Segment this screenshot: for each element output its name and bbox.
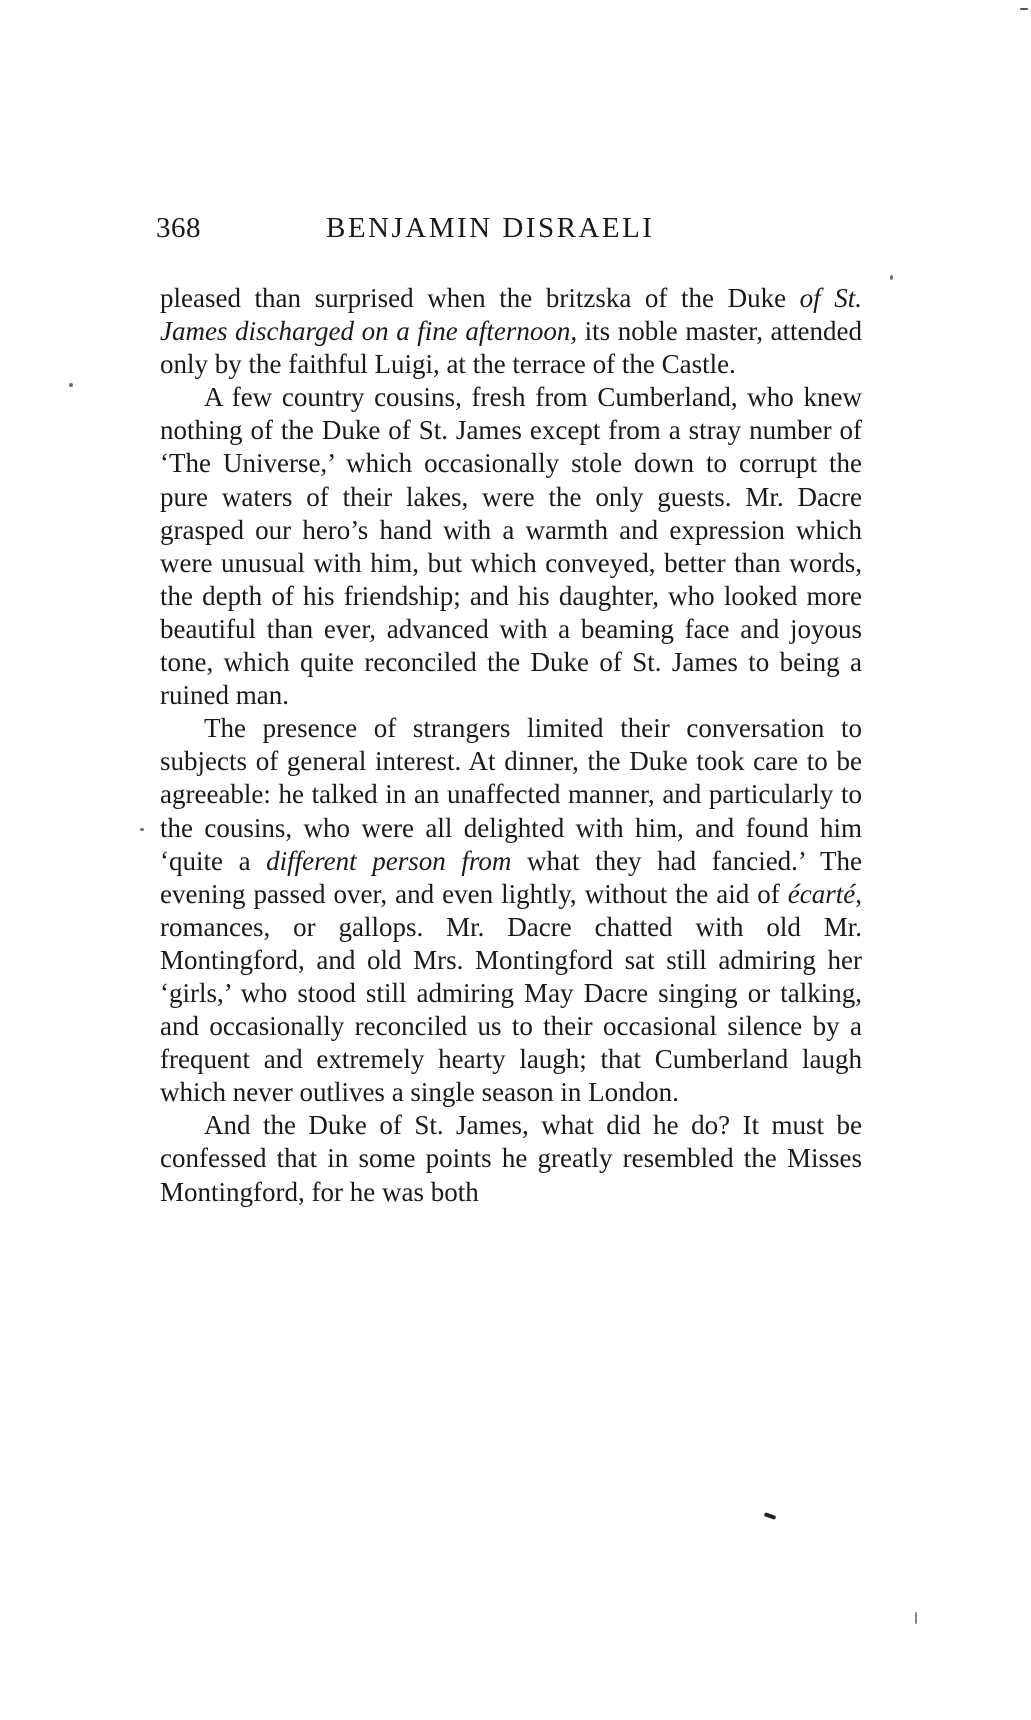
scan-speck xyxy=(1020,8,1028,10)
text-run: A few country cousins, fresh from Cumberland, who knew nothing of the Duke of St. James except from a stray number of ‘The Universe,’ which occasionally stole down to corrupt the pure waters of their lakes, were the only guests. Mr. Dacre grasped our hero’s hand with a warmth and expression which were unusual with him, but which conveyed, better than words, the depth of his friendship; and his daughter, who looked more beautiful than ever, advanced with a beaming face and joyous tone, which quite reconciled the Duke of St. James to being a ruined man. xyxy=(160,382,862,711)
running-head: BENJAMIN DISRAELI xyxy=(326,212,655,244)
text-run: The presence of strangers limited their conversation to subjects of general interest. At dinner, the Duke took care to be agreeable: he talked in an unaffected manner, and particularly to the cousins, who were all delighted with him, and found him ‘quite a xyxy=(160,713,862,876)
scan-speck xyxy=(915,1612,917,1624)
page-header xyxy=(156,212,716,260)
paragraph xyxy=(160,712,862,1109)
paragraph xyxy=(160,1109,862,1208)
italic-run: écarté xyxy=(787,878,856,909)
text-run: , romances, or gallops. Mr. Dacre chatted with old Mr. Montingford, and old Mrs. Montingford sat still admiring her ‘girls,’ who stood still admiring May Dacre singing or talking, and occasionally reconciled us to their occasional silence by a frequent and extremely hearty laugh; that Cumberland laugh which never outlives a single season in London. xyxy=(160,878,862,1108)
italic-run: different person from xyxy=(266,845,512,876)
paragraph xyxy=(160,381,862,712)
text-run: its noble master, attended only by the faithful Luigi, at the terrace of the Castle. xyxy=(160,316,863,380)
paragraph xyxy=(160,282,862,381)
scan-speck xyxy=(764,1512,777,1520)
page-number: 368 xyxy=(156,212,201,244)
scan-speck xyxy=(69,383,73,387)
text-run: what they had fancied.’ The evening passed over, and even lightly, without the aid of xyxy=(160,845,863,909)
body-text xyxy=(160,282,862,1209)
text-run: pleased than surprised when the britzska of the Duke xyxy=(160,283,800,313)
scan-speck xyxy=(140,828,144,831)
text-run: And the Duke of St. James, what did he do? It must be confessed that in some points he greatly resembled the Misses Montingford, for he was both xyxy=(160,1110,862,1207)
italic-run: of St. James discharged on a fine afternoon, xyxy=(160,283,862,347)
scan-speck xyxy=(890,275,893,280)
